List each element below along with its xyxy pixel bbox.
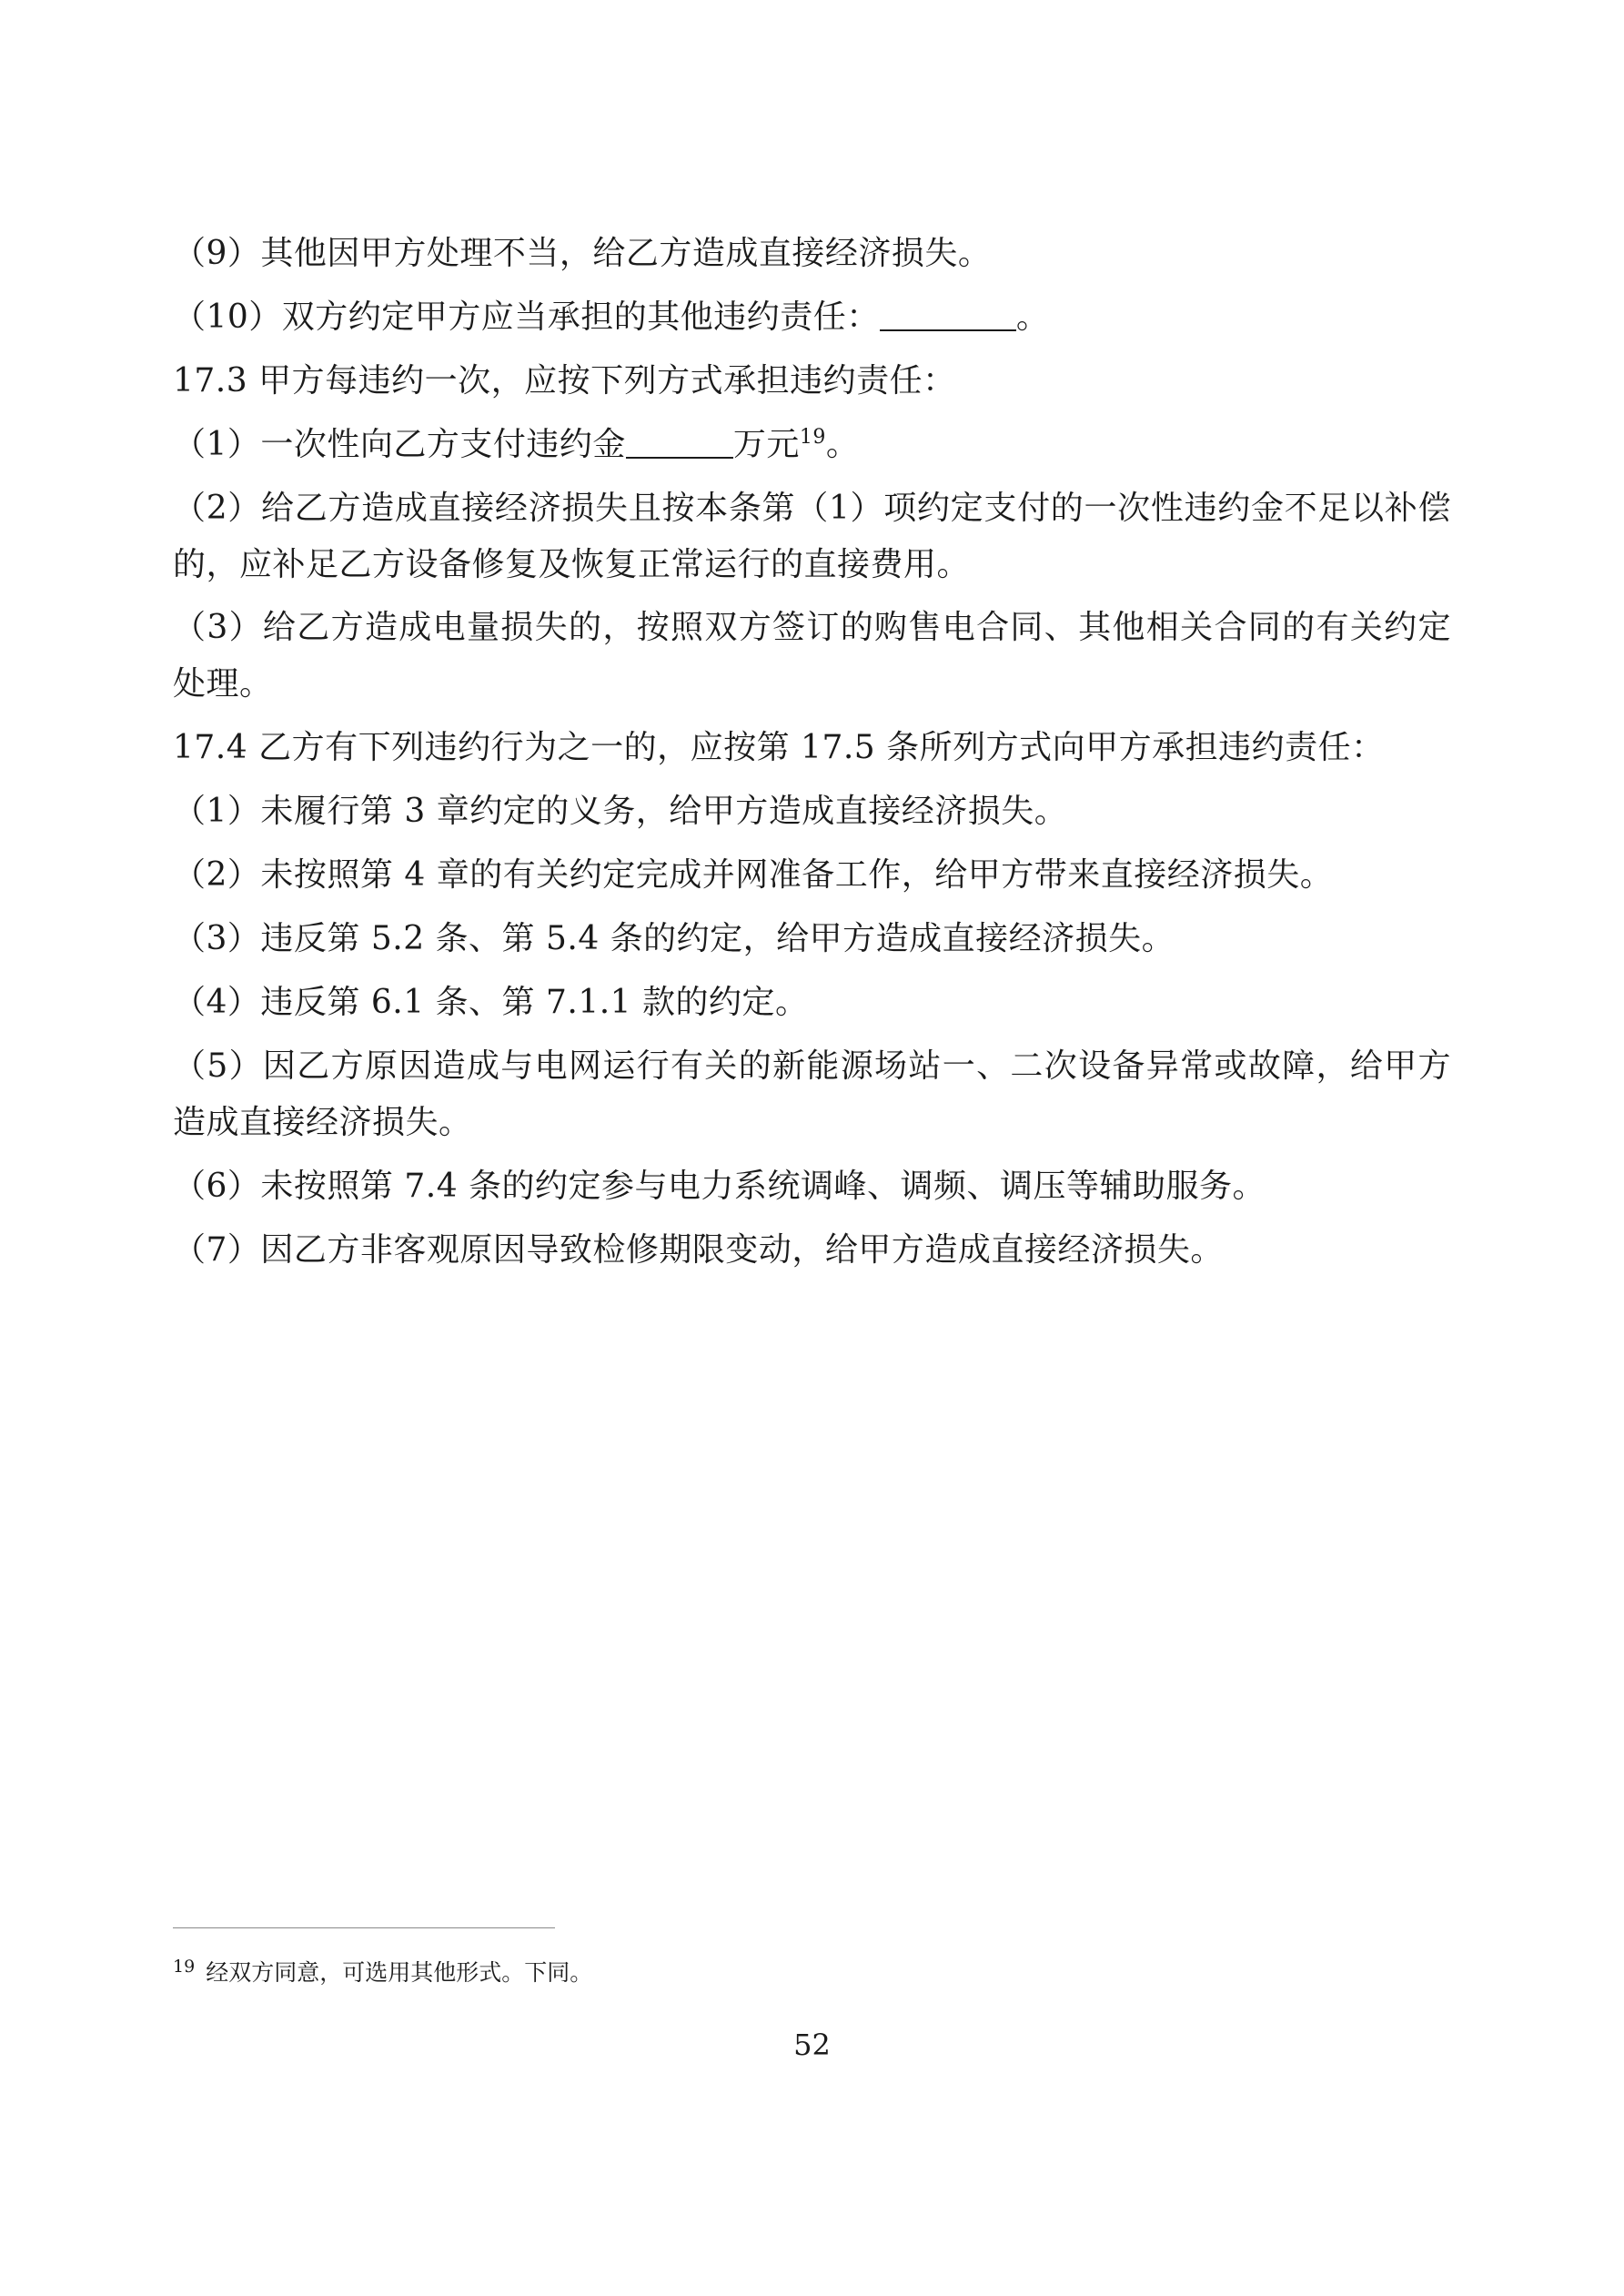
- footnote: [173, 1955, 1356, 1991]
- paragraph-text-after: 。: [825, 425, 860, 463]
- paragraph-clause-17-4: [173, 720, 1451, 776]
- footnote-text: 经双方同意，可选用其他形式。下同。: [206, 1959, 593, 1986]
- paragraph-clause-17-4-item-3: [173, 911, 1451, 967]
- paragraph-text: 17.3 甲方每违约一次，应按下列方式承担违约责任：: [173, 361, 956, 400]
- paragraph-text-unit: 万元: [732, 425, 800, 463]
- paragraph-clause-17-3-item-1: [173, 417, 1451, 473]
- footnote-separator: [173, 1927, 555, 1928]
- document-body: [173, 226, 1451, 1285]
- paragraph-text: （3）给乙方造成电量损失的，按照双方签订的购售电合同、其他相关合同的有关约定处理。: [173, 609, 1451, 703]
- paragraph-text-after: 。: [1015, 298, 1050, 336]
- paragraph-text: （10）双方约定甲方应当承担的其他违约责任：: [173, 298, 880, 336]
- paragraph-clause-17-4-item-7: [173, 1222, 1451, 1279]
- paragraph-text: 17.4 乙方有下列违约行为之一的，应按第 17.5 条所列方式向甲方承担违约责任：: [173, 729, 1385, 767]
- paragraph-text: （6）未按照第 7.4 条的约定参与电力系统调峰、调频、调压等辅助服务。: [173, 1167, 1266, 1205]
- paragraph-clause-17-3-item-2: [173, 480, 1451, 593]
- paragraph-item-10: [173, 289, 1451, 346]
- paragraph-text: （4）违反第 6.1 条、第 7.1.1 款的约定。: [173, 983, 809, 1021]
- paragraph-clause-17-4-item-2: [173, 847, 1451, 904]
- paragraph-clause-17-3-item-3: [173, 600, 1451, 713]
- paragraph-text: （9）其他因甲方处理不当，给乙方造成直接经济损失。: [173, 235, 992, 272]
- paragraph-text: （5）因乙方原因造成与电网运行有关的新能源场站一、二次设备异常或故障，给甲方造成直接经济损失。: [173, 1047, 1451, 1141]
- footnote-number: 19: [173, 1956, 196, 1977]
- fill-in-blank[interactable]: [880, 329, 1016, 331]
- paragraph-clause-17-3: [173, 353, 1451, 410]
- paragraph-item-9: [173, 226, 1451, 282]
- paragraph-clause-17-4-item-6: [173, 1158, 1451, 1215]
- page-number: 52: [793, 2028, 831, 2062]
- paragraph-clause-17-4-item-5: [173, 1038, 1451, 1151]
- paragraph-text: （3）违反第 5.2 条、第 5.4 条的约定，给甲方造成直接经济损失。: [173, 919, 1175, 957]
- paragraph-clause-17-4-item-4: [173, 975, 1451, 1031]
- footnote-marker: 19: [799, 425, 826, 449]
- paragraph-text: （1）一次性向乙方支付违约金: [173, 425, 626, 463]
- paragraph-text: （2）给乙方造成直接经济损失且按本条第（1）项约定支付的一次性违约金不足以补偿的，应补足乙方设备修复及恢复正常运行的直接费用。: [173, 489, 1451, 583]
- paragraph-clause-17-4-item-1: [173, 784, 1451, 840]
- paragraph-text: （7）因乙方非客观原因导致检修期限变动，给甲方造成直接经济损失。: [173, 1230, 1224, 1269]
- paragraph-text: （1）未履行第 3 章约定的义务，给甲方造成直接经济损失。: [173, 793, 1068, 831]
- fill-in-blank[interactable]: [626, 457, 733, 459]
- paragraph-text: （2）未按照第 4 章的有关约定完成并网准备工作，给甲方带来直接经济损失。: [173, 856, 1334, 895]
